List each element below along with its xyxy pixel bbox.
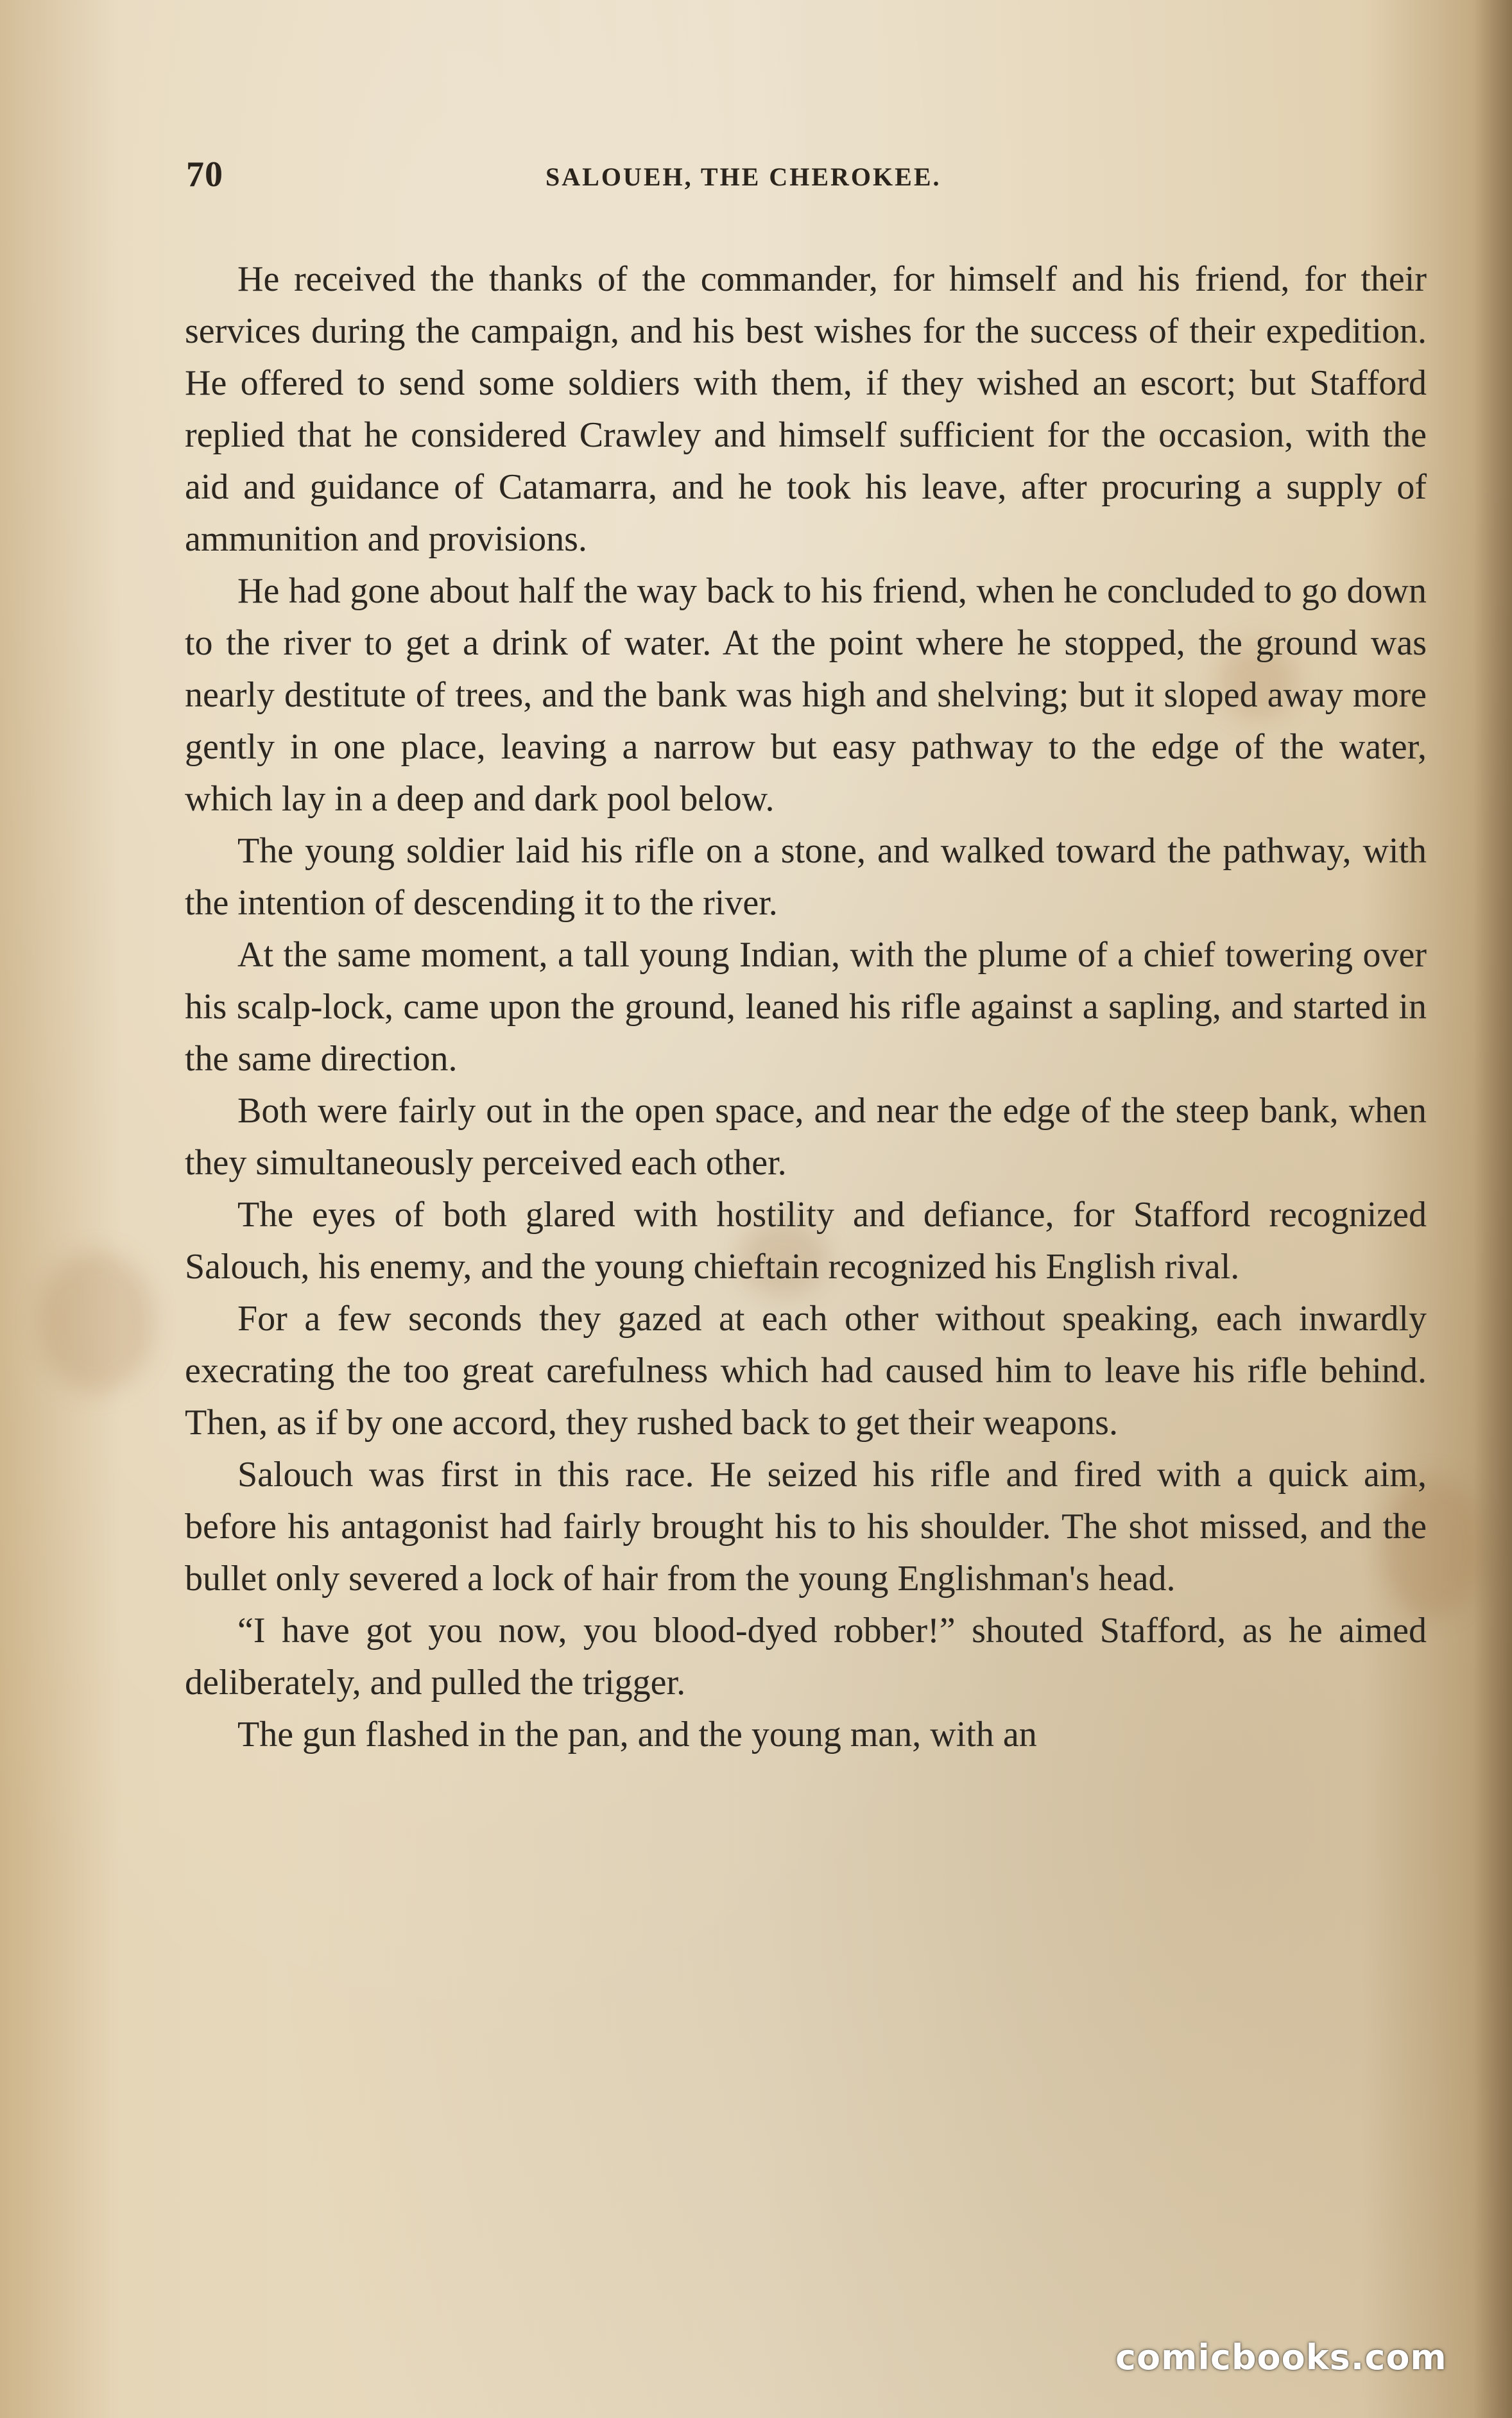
paragraph: The eyes of both glared with hostility and defiance, for Stafford recognized Salouch, his enemy, and the young chieftain recognized his English rival. xyxy=(185,1195,1427,1287)
running-header xyxy=(186,154,1425,199)
paragraph: Salouch was first in this race. He seized his rifle and fired with a quick aim, before his antagonist had fairly brought his to his shoulder. The shot missed, and the bullet only severed a lock of hair from the young Englishman's head. xyxy=(185,1455,1427,1599)
paragraph: The gun flashed in the pan, and the young man, with an xyxy=(237,1715,1037,1754)
paragraph: The young soldier laid his rifle on a stone, and walked toward the pathway, with the intention of descending it to the river. xyxy=(185,831,1427,923)
paragraph: He had gone about half the way back to his friend, when he concluded to go down to the river to get a drink of water. At the point where he stopped, the ground was nearly destitute of trees, and the bank was high and shelving; but it sloped away more gently in one place, leaving a narrow but easy pathway to the edge of the water, which lay in a deep and dark pool below. xyxy=(185,571,1427,819)
paragraph: He received the thanks of the commander, for himself and his friend, for their services during the campaign, and his best wishes for the success of their expedition. He offered to send some soldiers with them, if they wished an escort; but Stafford replied that he considered Crawley and himself sufficient for the occasion, with the aid and guidance of Catamarra, and he took his leave, after procuring a supply of ammunition and provisions. xyxy=(185,259,1427,559)
paper-stain xyxy=(39,1251,154,1393)
paragraph: At the same moment, a tall young Indian, with the plume of a chief towering over his scalp-lock, came upon the ground, leaned his rifle against a sapling, and started in the same direction. xyxy=(185,935,1427,1079)
watermark: comicbooks.com xyxy=(1115,2337,1447,2378)
page-edge-shadow xyxy=(1473,0,1512,2418)
paragraph: Both were fairly out in the open space, and near the edge of the steep bank, when they simultaneously perceived each other. xyxy=(185,1091,1427,1183)
page-number: 70 xyxy=(186,155,223,194)
running-title: SALOUEH, THE CHEROKEE. xyxy=(546,162,941,191)
paragraph: For a few seconds they gazed at each other without speaking, each inwardly execrating the too great carefulness which had caused him to leave his rifle behind. Then, as if by one accord, they rushed back to get their weapons. xyxy=(185,1299,1427,1443)
paragraph: “I have got you now, you blood-dyed robber!” shouted Stafford, as he aimed deliberately, and pulled the trigger. xyxy=(185,1611,1427,1702)
body-text xyxy=(185,253,1427,1761)
